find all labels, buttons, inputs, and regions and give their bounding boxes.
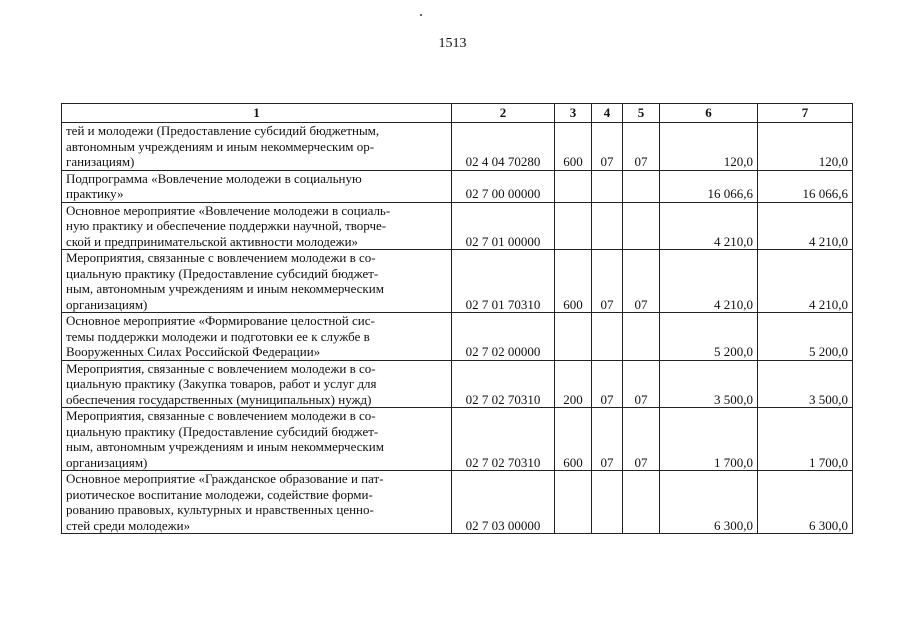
expense-type: 600 <box>555 123 592 171</box>
item-name: Основное мероприятие «Вовлечение молодежи в социаль- ную практику и обеспечение поддержки научной, творче- ской и предпринимательской активности молодежи» <box>62 202 452 250</box>
expense-type <box>555 170 592 202</box>
expense-type <box>555 202 592 250</box>
item-code: 02 4 04 70280 <box>452 123 555 171</box>
header-cell: 6 <box>660 104 758 123</box>
item-name: Мероприятия, связанные с вовлечением молодежи в со- циальную практику (Предоставление субсидий бюджет- ным, автономным учреждениям и иным некоммерческим организациям) <box>62 408 452 471</box>
scan-speck <box>420 14 422 16</box>
table-row <box>62 123 853 171</box>
table-row <box>62 471 853 534</box>
amount-col6: 16 066,6 <box>660 170 758 202</box>
table-row <box>62 202 853 250</box>
header-cell: 4 <box>592 104 623 123</box>
amount-col6: 120,0 <box>660 123 758 171</box>
section <box>592 471 623 534</box>
amount-col6: 3 500,0 <box>660 360 758 408</box>
table-row <box>62 250 853 313</box>
section: 07 <box>592 408 623 471</box>
amount-col7: 1 700,0 <box>758 408 853 471</box>
header-cell: 2 <box>452 104 555 123</box>
amount-col7: 3 500,0 <box>758 360 853 408</box>
section: 07 <box>592 360 623 408</box>
item-code: 02 7 00 00000 <box>452 170 555 202</box>
expense-type <box>555 313 592 361</box>
section: 07 <box>592 250 623 313</box>
table-row <box>62 408 853 471</box>
section <box>592 202 623 250</box>
expense-type: 200 <box>555 360 592 408</box>
amount-col6: 6 300,0 <box>660 471 758 534</box>
item-code: 02 7 01 70310 <box>452 250 555 313</box>
subsection <box>623 313 660 361</box>
amount-col6: 4 210,0 <box>660 202 758 250</box>
table-row <box>62 360 853 408</box>
page-number: 1513 <box>438 36 467 51</box>
item-name: Основное мероприятие «Формирование целостной сис- темы поддержки молодежи и подготовки ее к службе в Вооруженных Силах Российской Федерации» <box>62 313 452 361</box>
expense-type: 600 <box>555 250 592 313</box>
item-name: Основное мероприятие «Гражданское образование и пат- риотическое воспитание молодежи, содействие форми- рованию правовых, культурных и нравственных ценно- стей среди молодежи» <box>62 471 452 534</box>
amount-col7: 5 200,0 <box>758 313 853 361</box>
item-name: Мероприятия, связанные с вовлечением молодежи в со- циальную практику (Предоставление субсидий бюджет- ным, автономным учреждениям и иным некоммерческим организациям) <box>62 250 452 313</box>
amount-col7: 4 210,0 <box>758 202 853 250</box>
section: 07 <box>592 123 623 171</box>
table-row <box>62 313 853 361</box>
amount-col7: 120,0 <box>758 123 853 171</box>
header-row <box>62 104 853 123</box>
header-cell: 1 <box>62 104 452 123</box>
table-row <box>62 170 853 202</box>
amount-col6: 5 200,0 <box>660 313 758 361</box>
subsection: 07 <box>623 250 660 313</box>
expense-type: 600 <box>555 408 592 471</box>
header-cell: 3 <box>555 104 592 123</box>
subsection <box>623 170 660 202</box>
section <box>592 313 623 361</box>
amount-col6: 1 700,0 <box>660 408 758 471</box>
amount-col7: 4 210,0 <box>758 250 853 313</box>
section <box>592 170 623 202</box>
amount-col7: 6 300,0 <box>758 471 853 534</box>
item-code: 02 7 01 00000 <box>452 202 555 250</box>
item-name: Подпрограмма «Вовлечение молодежи в социальную практику» <box>62 170 452 202</box>
budget-table <box>61 103 853 534</box>
item-code: 02 7 02 00000 <box>452 313 555 361</box>
item-name: тей и молодежи (Предоставление субсидий бюджетным, автономным учреждениям и иным некоммерческим ор- ганизациям) <box>62 123 452 171</box>
amount-col7: 16 066,6 <box>758 170 853 202</box>
item-code: 02 7 02 70310 <box>452 360 555 408</box>
header-cell: 7 <box>758 104 853 123</box>
subsection <box>623 471 660 534</box>
subsection: 07 <box>623 123 660 171</box>
expense-type <box>555 471 592 534</box>
amount-col6: 4 210,0 <box>660 250 758 313</box>
item-name: Мероприятия, связанные с вовлечением молодежи в со- циальную практику (Закупка товаров, работ и услуг для обеспечения государственных (муниципальных) нужд) <box>62 360 452 408</box>
subsection: 07 <box>623 360 660 408</box>
subsection <box>623 202 660 250</box>
item-code: 02 7 03 00000 <box>452 471 555 534</box>
item-code: 02 7 02 70310 <box>452 408 555 471</box>
subsection: 07 <box>623 408 660 471</box>
header-cell: 5 <box>623 104 660 123</box>
